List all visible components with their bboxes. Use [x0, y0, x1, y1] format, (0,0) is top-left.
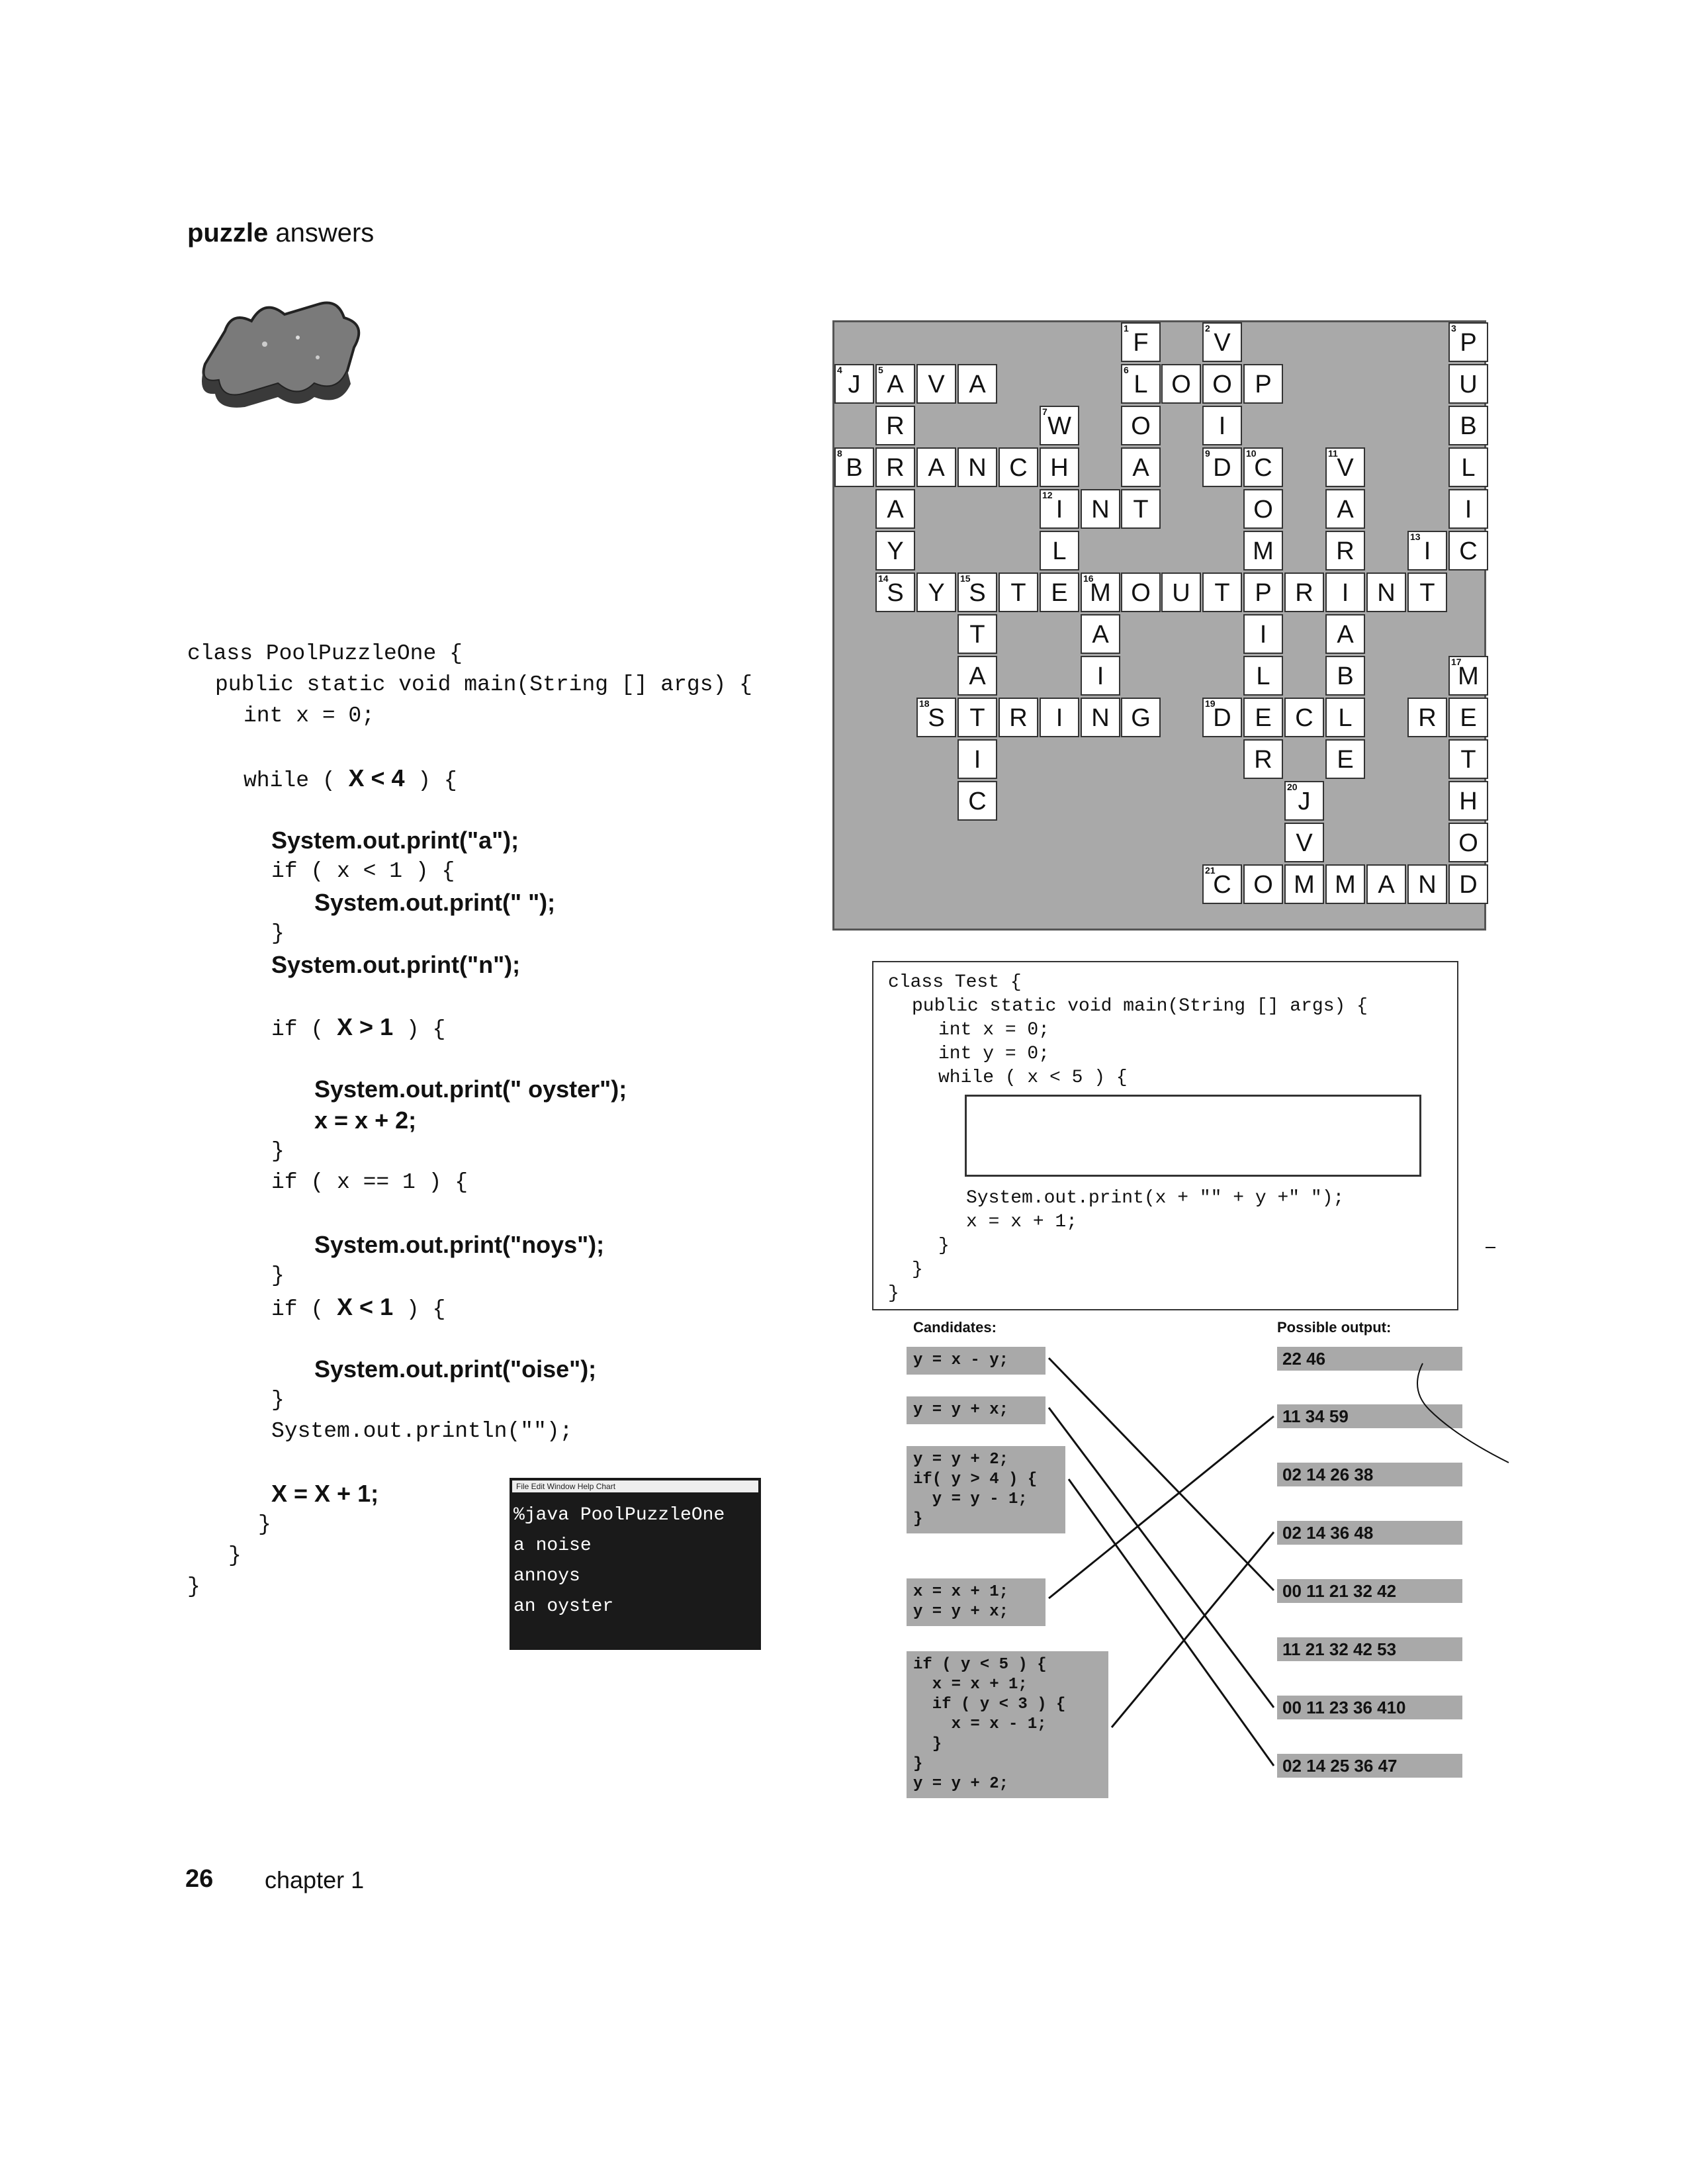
cell-letter: C — [1459, 537, 1478, 565]
code-line: if ( x == 1 ) { — [271, 1170, 468, 1195]
header-rest: answers — [268, 218, 375, 248]
cell-letter: A — [887, 371, 904, 398]
output-option: 11 34 59 — [1277, 1404, 1462, 1428]
candidate-line: } — [913, 1735, 942, 1753]
cell-letter: V — [1337, 454, 1354, 482]
cell-letter: E — [1051, 579, 1068, 607]
clue-number: 9 — [1205, 448, 1210, 459]
code-text: ) { — [393, 1017, 446, 1042]
match-line — [1112, 1532, 1274, 1727]
terminal-menu-bar: File Edit Window Help Chart — [512, 1480, 758, 1492]
cell-letter: O — [1131, 579, 1151, 607]
cell-letter: L — [1461, 454, 1476, 482]
test-code-line: int x = 0; — [938, 1020, 1050, 1040]
candidate-line: y = x - y; — [913, 1351, 1009, 1369]
cell-letter: R — [1295, 579, 1313, 607]
clue-number: 2 — [1205, 323, 1210, 334]
candidate-line: x = x + 1; — [913, 1583, 1009, 1601]
code-answer: X = X + 1; — [271, 1480, 379, 1507]
cell-letter: R — [1254, 746, 1272, 774]
clue-number: 10 — [1246, 448, 1257, 459]
candidate-line: y = y + 2; — [913, 1451, 1009, 1469]
clue-number: 13 — [1410, 531, 1421, 542]
cell-letter: C — [968, 788, 987, 815]
code-line: } — [271, 1388, 285, 1412]
cell-letter: I — [1096, 662, 1104, 690]
cell-letter: H — [1459, 788, 1478, 815]
candidates-label: Candidates: — [913, 1319, 997, 1336]
code-line: } — [271, 921, 285, 946]
cell-letter: N — [1091, 704, 1110, 732]
code-line: } — [271, 1139, 285, 1163]
clue-number: 8 — [837, 448, 842, 459]
cell-letter: R — [1418, 704, 1437, 732]
cell-letter: A — [887, 496, 904, 523]
code-answer: System.out.print("oise"); — [314, 1355, 597, 1383]
cell-letter: C — [1295, 704, 1313, 732]
cell-letter: O — [1212, 371, 1232, 398]
match-line — [1069, 1479, 1274, 1766]
output-option: 22 46 — [1277, 1347, 1462, 1371]
cell-letter: U — [1172, 579, 1190, 607]
page-number: 26 — [185, 1865, 214, 1893]
cell-letter: L — [1338, 704, 1353, 732]
cell-letter: W — [1047, 412, 1071, 440]
terminal-line: a noise — [513, 1535, 592, 1556]
cell-letter: T — [969, 621, 985, 649]
cell-letter: M — [1335, 871, 1356, 899]
cell-letter: B — [1337, 662, 1354, 690]
cell-letter: I — [1218, 412, 1226, 440]
candidate-line: y = y - 1; — [913, 1490, 1028, 1508]
cell-letter: U — [1459, 371, 1478, 398]
terminal-line: %java PoolPuzzleOne — [513, 1505, 725, 1525]
cell-letter: N — [1418, 871, 1437, 899]
cell-letter: T — [1214, 579, 1230, 607]
cell-letter: L — [1134, 371, 1148, 398]
match-line — [1049, 1358, 1274, 1590]
cell-letter: V — [1214, 329, 1231, 357]
cell-letter: F — [1133, 329, 1149, 357]
cell-letter: I — [1423, 537, 1431, 565]
clue-number: 4 — [837, 365, 842, 375]
candidate-line: x = x + 1; — [913, 1676, 1028, 1694]
candidate-line: if ( y < 5 ) { — [913, 1656, 1047, 1674]
cell-letter: C — [1254, 454, 1272, 482]
clue-number: 17 — [1451, 657, 1462, 667]
code-answer: X > 1 — [337, 1013, 394, 1040]
code-answer: X < 4 — [348, 764, 405, 792]
candidate-line: y = y + x; — [913, 1603, 1009, 1621]
code-answer: X < 1 — [337, 1293, 394, 1320]
code-text: ) { — [404, 768, 457, 793]
cell-letter: A — [969, 371, 986, 398]
cell-letter: G — [1131, 704, 1151, 732]
possible-output-label: Possible output: — [1277, 1319, 1392, 1336]
cell-letter: M — [1294, 871, 1315, 899]
cell-letter: P — [1255, 579, 1272, 607]
cell-letter: S — [969, 579, 986, 607]
clue-number: 20 — [1287, 782, 1298, 792]
candidate-line: y = y + x; — [913, 1401, 1009, 1419]
cell-letter: T — [1419, 579, 1435, 607]
test-code-line: while ( x < 5 ) { — [938, 1068, 1128, 1088]
code-text: if ( — [271, 1017, 337, 1042]
header-bold: puzzle — [187, 218, 269, 248]
code-answer: System.out.print("n"); — [271, 951, 521, 978]
cell-letter: E — [1337, 746, 1354, 774]
cell-letter: O — [1171, 371, 1191, 398]
match-line — [1049, 1408, 1274, 1707]
cell-letter: O — [1458, 829, 1478, 857]
clue-number: 21 — [1205, 865, 1216, 876]
clue-number: 19 — [1205, 698, 1216, 709]
output-option: 02 14 26 38 — [1277, 1463, 1462, 1486]
cell-letter: N — [968, 454, 987, 482]
cell-letter: D — [1459, 871, 1478, 899]
cell-letter: A — [969, 662, 986, 690]
cell-letter: C — [1009, 454, 1028, 482]
cell-letter: L — [1256, 662, 1270, 690]
output-option: 02 14 36 48 — [1277, 1521, 1462, 1545]
clue-number: 16 — [1083, 573, 1094, 584]
code-answer: System.out.print("noys"); — [314, 1231, 605, 1258]
clue-number: 12 — [1042, 490, 1053, 500]
cell-letter: P — [1255, 371, 1272, 398]
code-line: } — [271, 1263, 285, 1288]
cell-letter: R — [1336, 537, 1355, 565]
code-answer: System.out.print(" "); — [314, 889, 556, 916]
cell-letter: A — [1092, 621, 1109, 649]
cell-letter: O — [1253, 871, 1273, 899]
cell-letter: B — [846, 454, 863, 482]
test-code-line: System.out.print(x + "" + y +" "); — [966, 1188, 1345, 1208]
cell-letter: O — [1131, 412, 1151, 440]
stray-mark — [1417, 1363, 1509, 1463]
code-line: public static void main(String [] args) { — [215, 672, 752, 697]
cell-letter: D — [1213, 704, 1231, 732]
cell-letter: I — [1259, 621, 1267, 649]
code-text: if ( — [271, 1297, 337, 1322]
cell-letter: R — [1009, 704, 1028, 732]
clue-number: 6 — [1124, 365, 1129, 375]
clue-number: 3 — [1451, 323, 1456, 334]
cell-letter: I — [1341, 579, 1349, 607]
cell-letter: T — [1010, 579, 1026, 607]
output-option: 00 11 21 32 42 — [1277, 1579, 1462, 1603]
candidate-line: if( y > 4 ) { — [913, 1471, 1038, 1488]
match-line — [1049, 1416, 1274, 1598]
output-option: 02 14 25 36 47 — [1277, 1754, 1462, 1778]
terminal-line: an oyster — [513, 1596, 614, 1617]
output-option: 00 11 23 36 410 — [1277, 1696, 1462, 1719]
test-code-line: } — [888, 1283, 899, 1304]
cell-letter: M — [1458, 662, 1479, 690]
test-code-line: public static void main(String [] args) { — [912, 996, 1368, 1017]
clue-number: 7 — [1042, 406, 1047, 417]
test-code-line: class Test { — [888, 972, 1022, 993]
cell-letter: P — [1460, 329, 1477, 357]
output-option: 11 21 32 42 53 — [1277, 1637, 1462, 1661]
cell-letter: M — [1090, 579, 1111, 607]
clue-number: 15 — [960, 573, 971, 584]
cell-letter: E — [1255, 704, 1272, 732]
code-answer: System.out.print(" oyster"); — [314, 1075, 627, 1103]
cell-letter: S — [928, 704, 945, 732]
cell-letter: J — [848, 371, 861, 398]
cell-letter: J — [1298, 788, 1311, 815]
test-code-line: x = x + 1; — [966, 1212, 1078, 1232]
cell-letter: E — [1460, 704, 1477, 732]
cell-letter: M — [1253, 537, 1274, 565]
code-answer: x = x + 2; — [314, 1107, 417, 1134]
code-line: if ( x < 1 ) { — [271, 859, 455, 884]
cell-letter: D — [1213, 454, 1231, 482]
cell-letter: A — [928, 454, 945, 482]
code-line: } — [258, 1512, 271, 1537]
cell-letter: O — [1253, 496, 1273, 523]
cell-letter: N — [1377, 579, 1396, 607]
cell-letter: I — [1464, 496, 1472, 523]
cell-letter: I — [973, 746, 981, 774]
cell-letter: T — [1460, 746, 1476, 774]
cell-letter: I — [1055, 496, 1063, 523]
clue-number: 1 — [1124, 323, 1129, 334]
candidate-line: if ( y < 3 ) { — [913, 1696, 1066, 1713]
candidate-line: } — [913, 1755, 923, 1773]
code-answer: System.out.print("a"); — [271, 827, 519, 854]
cell-letter: A — [1378, 871, 1395, 899]
cell-letter: V — [928, 371, 945, 398]
code-line: } — [187, 1574, 200, 1599]
cell-letter: T — [1133, 496, 1149, 523]
clue-number: 14 — [878, 573, 889, 584]
code-line: int x = 0; — [244, 704, 375, 728]
code-text: while ( — [244, 768, 349, 793]
cell-letter: V — [1296, 829, 1313, 857]
cell-letter: S — [887, 579, 904, 607]
cell-letter: Y — [887, 537, 904, 565]
cell-letter: B — [1460, 412, 1477, 440]
cell-letter: L — [1052, 537, 1067, 565]
code-line: } — [228, 1543, 242, 1568]
candidate-line: y = y + 2; — [913, 1775, 1009, 1793]
cell-letter: T — [969, 704, 985, 732]
cell-letter: Y — [928, 579, 945, 607]
cell-letter: I — [1055, 704, 1063, 732]
cell-letter: A — [1337, 621, 1354, 649]
test-code-line: int y = 0; — [938, 1044, 1050, 1064]
clue-number: 5 — [878, 365, 883, 375]
cell-letter: C — [1213, 871, 1231, 899]
candidate-line: } — [913, 1510, 923, 1528]
chapter-label: chapter 1 — [265, 1866, 365, 1893]
cell-letter: N — [1091, 496, 1110, 523]
terminal-line: annoys — [513, 1566, 580, 1586]
clue-number: 18 — [919, 698, 930, 709]
cell-letter: R — [886, 412, 905, 440]
candidate-line: x = x - 1; — [913, 1715, 1047, 1733]
cell-letter: A — [1132, 454, 1149, 482]
cell-letter: H — [1050, 454, 1069, 482]
code-line: System.out.println(""); — [271, 1419, 573, 1443]
clue-number: 11 — [1328, 448, 1338, 459]
cell-letter: A — [1337, 496, 1354, 523]
test-code-line: } — [912, 1259, 923, 1280]
test-code-line: } — [938, 1236, 950, 1256]
code-text: ) { — [393, 1297, 446, 1322]
cell-letter: R — [886, 454, 905, 482]
code-line: class PoolPuzzleOne { — [187, 641, 463, 666]
